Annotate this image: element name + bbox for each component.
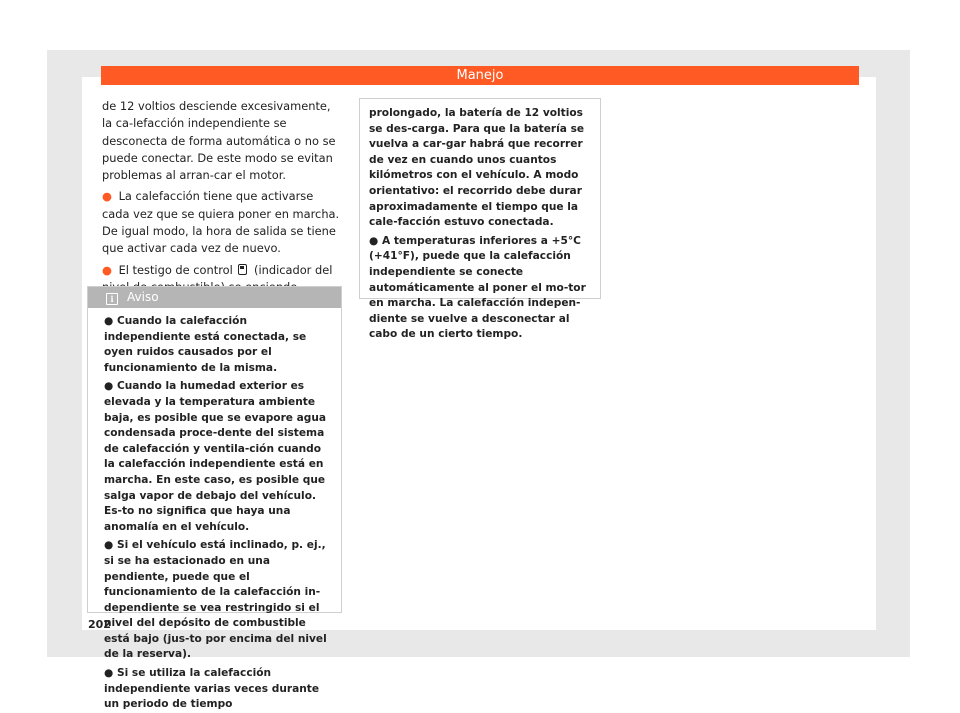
left-column xyxy=(102,98,342,300)
bullet-icon: ● xyxy=(104,380,114,393)
notice-item xyxy=(104,379,333,535)
notice-item-text: Cuando la humedad exterior es elevada y la temperatura ambiente baja, es posible que se evapore agua condensada proce-dente del sistema de calefacción y ventila-ción cuando la calefacción independiente está en marcha. En este caso, es posible que salga vapor de debajo del vehículo. Es-to no significa que haya una anomalía en el vehículo. xyxy=(104,380,327,533)
bullet-icon: ● xyxy=(102,189,112,204)
paragraph: de 12 voltios desciende excesivamente, la ca-lefacción independiente se desconecta de forma automática o no se puede conectar. De este modo se evitan problemas al arran-car el motor. xyxy=(102,99,336,183)
notice-item xyxy=(104,314,333,376)
bullet-icon: ● xyxy=(369,234,379,247)
bullet-icon: ● xyxy=(104,667,114,680)
notice-body xyxy=(88,308,341,713)
notice-item-text: Si el vehículo está inclinado, p. ej., si se ha estacionado en una pendiente, puede que el funcionamiento de la calefacción in-dependiente se vea restringido si el nivel del depósito de combustible está bajo (jus-to por encima del nivel de la reserva). xyxy=(104,539,327,661)
notice-header xyxy=(88,287,341,308)
bullet-item xyxy=(102,188,342,257)
bullet-text: La calefacción tiene que activarse cada vez que se quiera poner en marcha. De igual modo, la hora de salida se tiene que activar cada vez de nuevo. xyxy=(102,189,340,256)
notice-title: Aviso xyxy=(127,290,159,304)
notice-continuation-box xyxy=(359,98,601,341)
notice-item-text: Si se utiliza la calefacción independiente varias veces durante un periodo de tiempo xyxy=(104,667,320,711)
bullet-icon: ● xyxy=(104,315,114,327)
notice-item-text: Cuando la calefacción independiente está conectada, se oyen ruidos causados por el funcionamiento de la misma. xyxy=(104,315,307,374)
bullet-icon: ● xyxy=(104,539,114,552)
bullet-icon: ● xyxy=(102,262,112,277)
bullet-text: (indicador del xyxy=(254,262,333,277)
section-header: Manejo xyxy=(101,66,859,85)
notice-item xyxy=(104,666,333,713)
notice-continuation-body xyxy=(360,99,600,343)
bullet-text: El testigo de control xyxy=(118,262,233,277)
paragraph: prolongado, la batería de 12 voltios se des-carga. Para que la batería se vuelva a car-gar habrá que recorrer de vez en cuando unos cuantos kilómetros con el vehículo. A modo orientativo: el recorrido debe durar aproximadamente el tiempo que la cale-facción estuvo conectada. xyxy=(369,107,585,229)
page-number: 202 xyxy=(88,618,111,631)
info-icon: i xyxy=(106,293,118,305)
notice-item xyxy=(104,538,333,663)
fuel-gauge-icon xyxy=(238,264,247,275)
notice-item xyxy=(369,234,590,343)
notice-item-text: A temperaturas inferiores a +5°C (+41°F), puede que la calefacción independiente se conecte automáticamente al poner el mo-tor en marcha. La calefacción indepen-diente se vuelve a desconectar al cabo de un cierto tiempo. xyxy=(369,234,586,341)
